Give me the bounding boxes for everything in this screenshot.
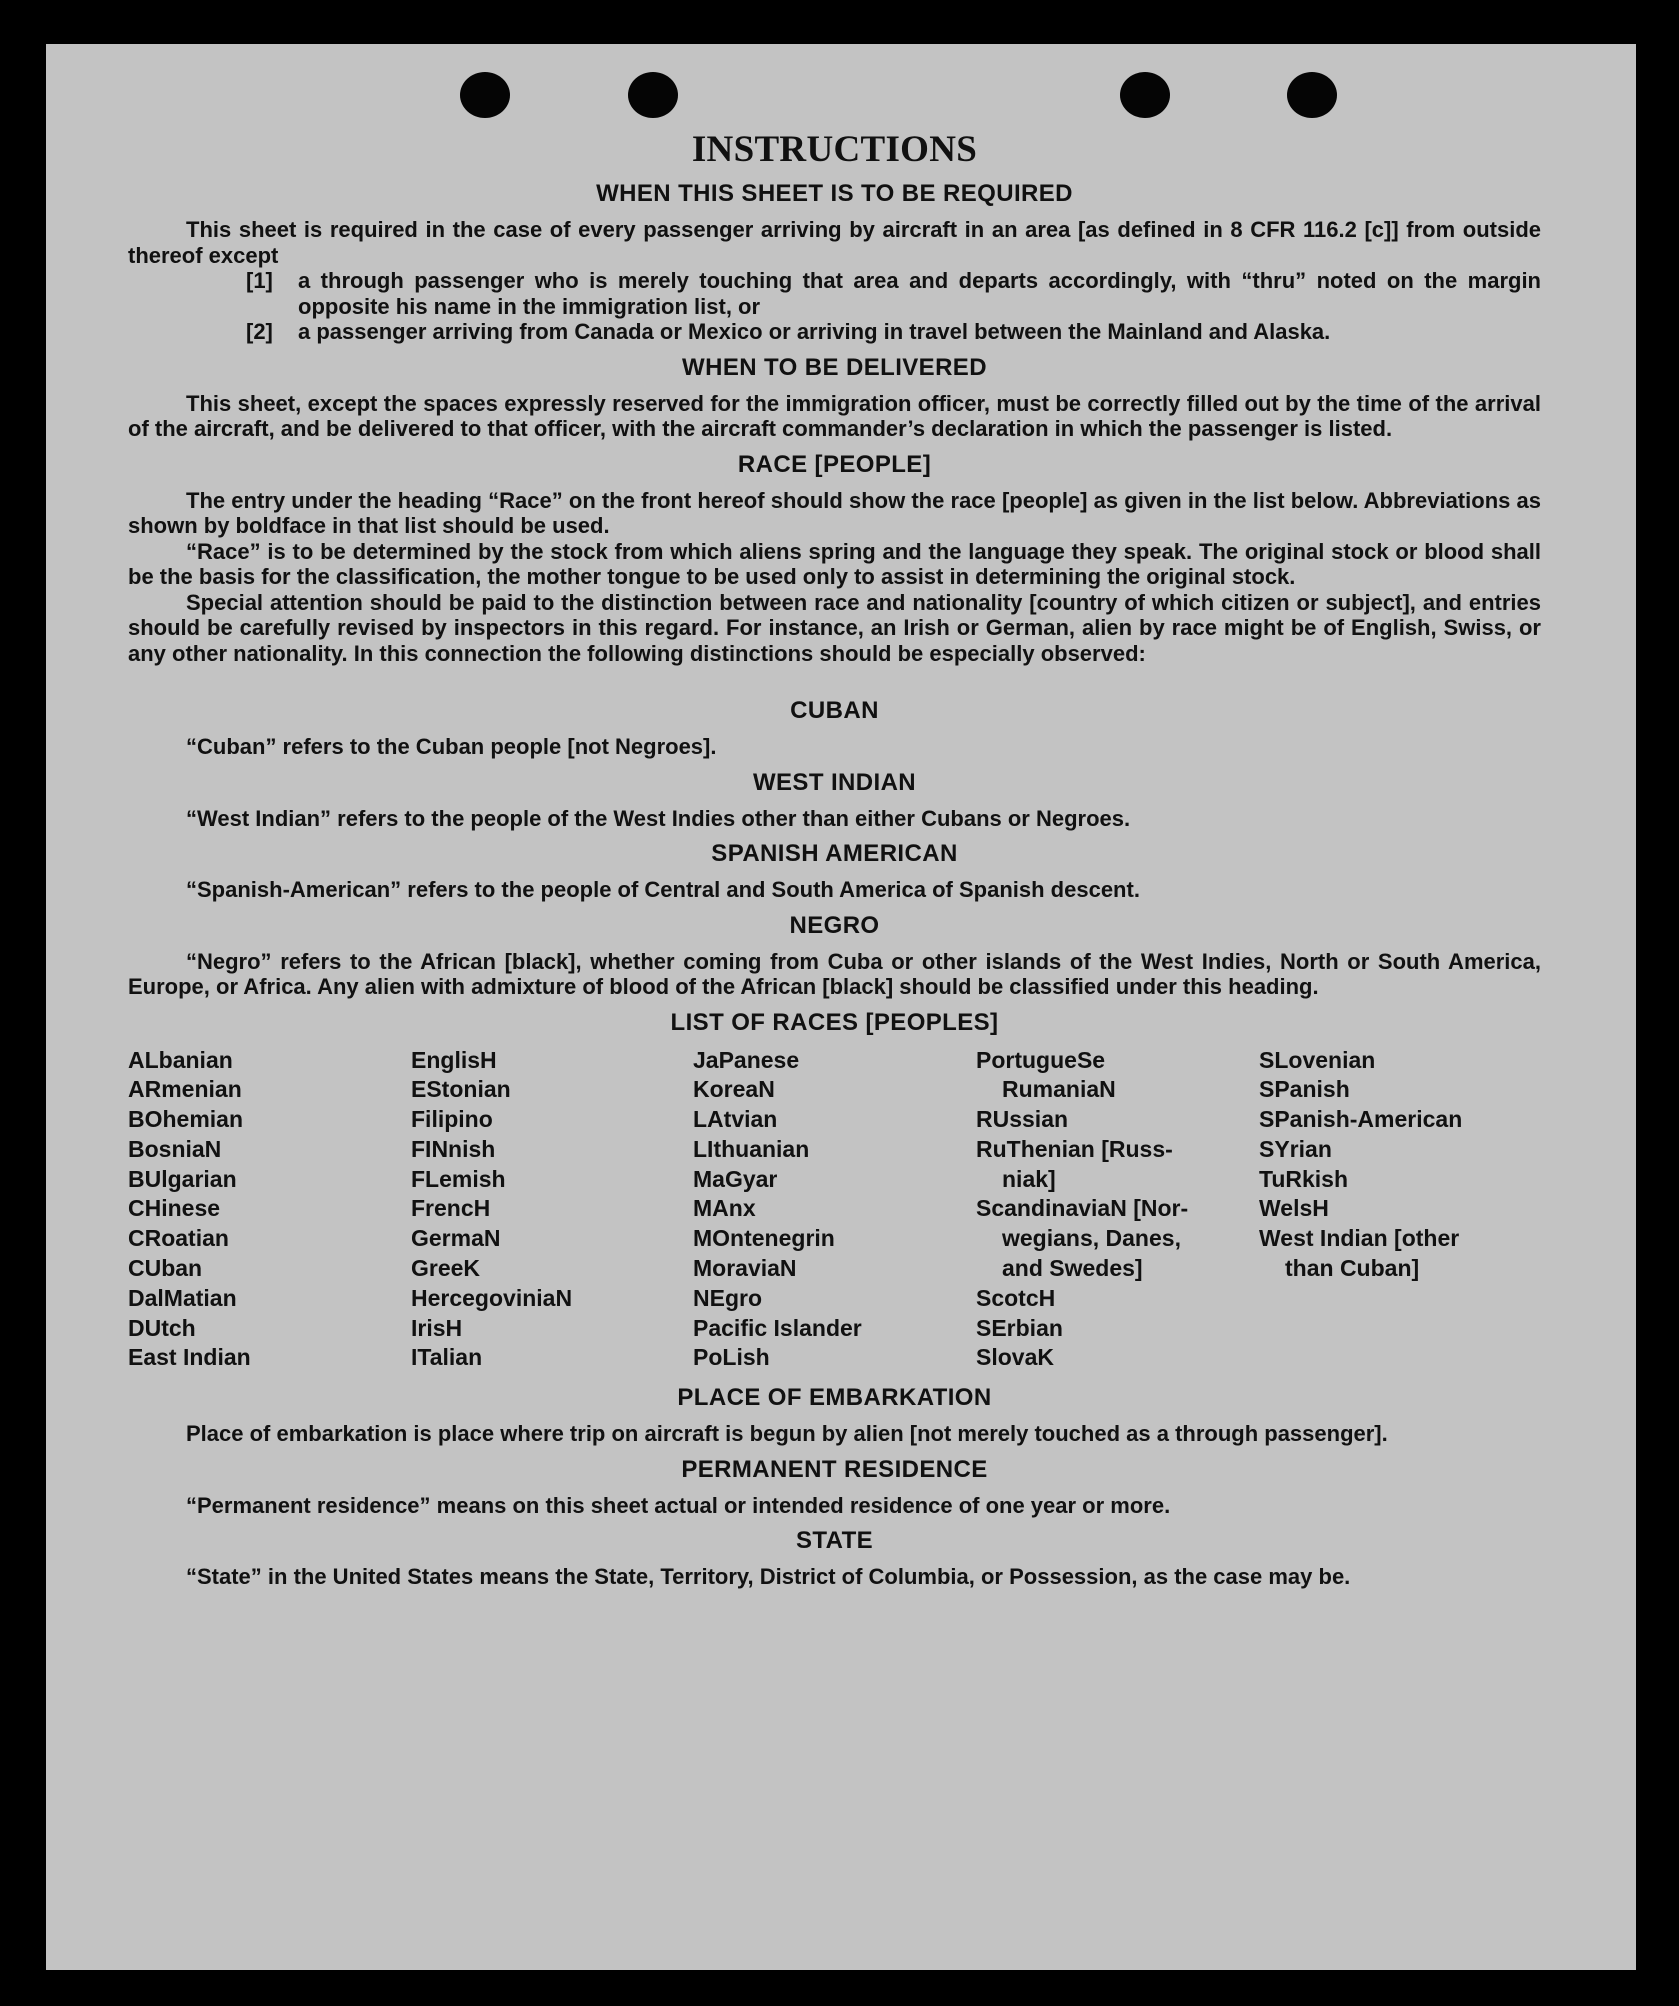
race-entry: West Indian [other	[1259, 1225, 1460, 1252]
heading-race: RACE [PEOPLE]	[737, 450, 932, 478]
races-column-1	[128, 1046, 411, 1374]
race-entry: BosniaN	[128, 1135, 222, 1162]
race-paragraph-1: The entry under the heading “Race” on the front hereof should show the race [people] as given in the list below. Abbreviations as shown by boldface in that list should be used.	[128, 487, 1541, 538]
race-entry: SPanish-American	[1259, 1106, 1463, 1133]
race-entry: DUtch	[128, 1314, 196, 1341]
cuban-text: “Cuban” refers to the Cuban people [not Negroes].	[186, 734, 717, 759]
race-entry: ALbanian	[128, 1046, 233, 1073]
race-entry: Filipino	[411, 1106, 493, 1133]
negro-text: “Negro” refers to the African [black], whether coming from Cuba or other islands of the West Indies, North or South America, Europe, or Africa. Any alien with admixture of blood of the African [black] should be classified under this heading.	[128, 948, 1541, 999]
race-entry: PoLish	[693, 1344, 770, 1371]
spanish-american-text: “Spanish-American” refers to the people of Central and South America of Spanish descent.	[186, 877, 1140, 902]
race-entry: LAtvian	[693, 1106, 778, 1133]
race-entry: WelsH	[1259, 1195, 1329, 1222]
race-entry: BOhemian	[128, 1106, 244, 1133]
race-entry: SlovaK	[976, 1344, 1054, 1371]
race-entry: RuThenian [Russ-	[976, 1135, 1173, 1162]
race-entry: CHinese	[128, 1195, 221, 1222]
heading-required: WHEN THIS SHEET IS TO BE REQUIRED	[596, 180, 1073, 207]
race-entry-continued: than Cuban]	[1285, 1255, 1420, 1282]
race-entry: FINnish	[411, 1135, 496, 1162]
race-entry: LIthuanian	[693, 1135, 810, 1162]
race-entry: Pacific Islander	[693, 1314, 862, 1341]
race-entry-continued: and Swedes]	[1002, 1255, 1143, 1282]
punch-hole	[1287, 72, 1337, 118]
race-entry: NEgro	[693, 1284, 762, 1311]
heading-west-indian: WEST INDIAN	[752, 768, 917, 796]
required-exceptions	[246, 268, 1541, 345]
state-text: “State” in the United States means the State, Territory, District of Columbia, or Possession, as the case may be.	[186, 1564, 1351, 1590]
required-intro: This sheet is required in the case of every passenger arriving by aircraft in an area [as defined in 8 CFR 116.2 [c]] from outside thereof except	[128, 217, 1541, 268]
heading-delivered: WHEN TO BE DELIVERED	[682, 353, 987, 381]
punch-hole	[460, 72, 510, 118]
race-entry: CUban	[128, 1255, 203, 1282]
race-entry: SErbian	[976, 1314, 1063, 1341]
race-paragraph-3: Special attention should be paid to the distinction between race and nationality [country of which citizen or subject], and entries should be carefully revised by inspectors in this regard. For instance, an Irish or German, alien by race might be of English, Swiss, or any other nationality. In this connection the following distinctions should be especially observed:	[128, 589, 1541, 666]
race-entry: CRoatian	[128, 1225, 229, 1252]
list-item	[246, 268, 1541, 319]
race-entry: TuRkish	[1259, 1165, 1349, 1192]
race-entry: SYrian	[1259, 1135, 1332, 1162]
embarkation-text: Place of embarkation is place where trip on aircraft is begun by alien [not merely touched as a through passenger].	[186, 1421, 1388, 1447]
races-column-4	[976, 1046, 1259, 1374]
races-table	[128, 1046, 1541, 1374]
race-entry: IrisH	[411, 1314, 463, 1341]
race-paragraph-2: “Race” is to be determined by the stock from which aliens spring and the language they speak. The original stock or blood shall be the basis for the classification, the mother tongue to be used only to assist in determining the original stock.	[128, 538, 1541, 589]
race-entry: FLemish	[411, 1165, 506, 1192]
race-entry: HercegoviniaN	[411, 1284, 573, 1311]
races-column-5	[1259, 1046, 1541, 1374]
race-entry: KoreaN	[693, 1076, 775, 1103]
race-entry: GreeK	[411, 1255, 481, 1282]
race-entry: ScotcH	[976, 1284, 1056, 1311]
heading-list-of-races: LIST OF RACES [PEOPLES]	[670, 1008, 999, 1036]
race-entry: BUlgarian	[128, 1165, 237, 1192]
residence-text: “Permanent residence” means on this sheet actual or intended residence of one year or more.	[186, 1492, 1171, 1518]
race-entry: EnglisH	[411, 1046, 497, 1073]
instructions-content	[128, 129, 1541, 1590]
race-entry: JaPanese	[693, 1046, 800, 1073]
item-text: a passenger arriving from Canada or Mexico or arriving in travel between the Mainland and Alaska.	[298, 319, 1331, 344]
delivered-text: This sheet, except the spaces expressly reserved for the immigration officer, must be correctly filled out by the time of the arrival of the aircraft, and be delivered to that officer, with the aircraft commander’s declaration in which the passenger is listed.	[128, 390, 1541, 441]
race-entry: MAnx	[693, 1195, 756, 1222]
punch-hole	[628, 72, 678, 118]
races-column-3	[693, 1046, 976, 1374]
race-entry: MOntenegrin	[693, 1225, 835, 1252]
race-entry-continued: wegians, Danes,	[1002, 1225, 1181, 1252]
item-number: [2]	[246, 319, 273, 344]
race-entry: SLovenian	[1259, 1046, 1376, 1073]
race-entry: East Indian	[128, 1344, 251, 1371]
list-item	[246, 319, 1541, 345]
heading-negro: NEGRO	[789, 911, 880, 939]
heading-embarkation: PLACE OF EMBARKATION	[677, 1384, 992, 1412]
race-entry: RUssian	[976, 1106, 1069, 1133]
race-entry: GermaN	[411, 1225, 501, 1252]
race-entry: EStonian	[411, 1076, 511, 1103]
race-entry-continued: RumaniaN	[1002, 1076, 1116, 1103]
race-entry: ScandinaviaN [Nor-	[976, 1195, 1189, 1222]
page-title: INSTRUCTIONS	[691, 129, 978, 170]
race-entry: ARmenian	[128, 1076, 242, 1103]
race-entry-continued: niak]	[1002, 1165, 1056, 1192]
race-entry: PortugueSe	[976, 1046, 1106, 1073]
west-indian-text: “West Indian” refers to the people of the West Indies other than either Cubans or Negroes.	[186, 805, 1131, 831]
heading-spanish-american: SPANISH AMERICAN	[711, 840, 958, 867]
race-entry: FrencH	[411, 1195, 491, 1222]
punch-hole	[1120, 72, 1170, 118]
heading-residence: PERMANENT RESIDENCE	[681, 1455, 988, 1483]
item-number: [1]	[246, 268, 273, 293]
race-entry: SPanish	[1259, 1076, 1350, 1103]
heading-cuban: CUBAN	[790, 697, 879, 724]
heading-state: STATE	[795, 1527, 874, 1555]
race-entry: DalMatian	[128, 1284, 237, 1311]
item-text: a through passenger who is merely touching that area and departs accordingly, with “thru” noted on the margin opposite his name in the immigration list, or	[298, 268, 1541, 319]
race-entry: MoraviaN	[693, 1255, 797, 1282]
race-entry: ITalian	[411, 1344, 483, 1371]
races-column-2	[411, 1046, 693, 1374]
race-entry: MaGyar	[693, 1165, 778, 1192]
document-sheet	[46, 44, 1636, 1970]
